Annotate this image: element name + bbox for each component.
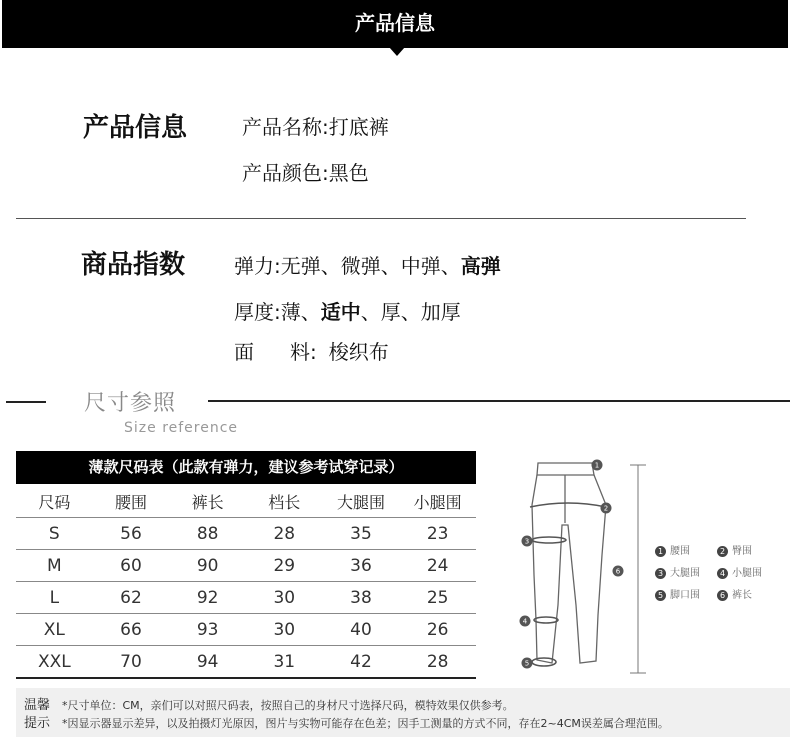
tips-label-line2: 提示 [24, 716, 51, 731]
product-index-heading: 商品指数 [81, 250, 186, 280]
hip-measure-line [530, 503, 606, 507]
table-row [16, 550, 476, 582]
header-pant-length: 裤长 [169, 486, 246, 518]
table-cell: 23 [399, 518, 476, 550]
size-reference-title: 尺寸参照 [84, 391, 177, 416]
legend-item [655, 564, 700, 579]
marker-4-label: 4 [522, 617, 528, 626]
size-table-title: 薄款尺码表（此款有弹力，建议参考试穿记录） [88, 458, 404, 476]
legend-num: 1 [655, 546, 666, 557]
thickness-prefix: 厚度:薄、 [234, 300, 321, 324]
elasticity-line [234, 250, 501, 279]
elasticity-options: 弹力:无弹、微弹、中弹、 [234, 254, 461, 278]
table-cell: 24 [399, 550, 476, 582]
size-table-header-row [16, 486, 476, 518]
table-cell: 42 [323, 646, 400, 679]
pants-waistband [537, 463, 594, 475]
elasticity-selected: 高弹 [460, 254, 501, 278]
header-size: 尺码 [16, 486, 93, 518]
fabric-line [234, 336, 389, 365]
table-cell: 88 [169, 518, 246, 550]
legend-label: 腰围 [670, 546, 690, 557]
fabric-value: 梭织布 [328, 340, 389, 364]
legend-item [717, 586, 752, 601]
table-row [16, 518, 476, 550]
header-waist: 腰围 [93, 486, 170, 518]
header-title: 产品信息 [355, 11, 435, 35]
marker-6-label: 6 [615, 567, 621, 576]
table-cell: 70 [93, 646, 170, 679]
table-cell: 94 [169, 646, 246, 679]
table-cell: 29 [246, 550, 323, 582]
table-cell: 38 [323, 582, 400, 614]
table-cell: XL [16, 614, 93, 646]
table-cell: 26 [399, 614, 476, 646]
table-row [16, 582, 476, 614]
header-calf: 小腿围 [399, 486, 476, 518]
marker-1-label: 1 [594, 461, 600, 470]
fabric-label-b: 料: [290, 340, 317, 364]
tips-line-1: *尺寸单位：CM，亲们可以对照尺码表，按照自己的身材尺寸选择尺码，模特效果仅供参考。 [62, 699, 514, 712]
table-cell: S [16, 518, 93, 550]
legend-num: 4 [717, 568, 728, 579]
pants-measurement-diagram [510, 455, 660, 685]
calf-measure-ellipse [534, 617, 558, 623]
table-cell: 30 [246, 582, 323, 614]
table-cell: 66 [93, 614, 170, 646]
legend-num: 2 [717, 546, 728, 557]
table-cell: 56 [93, 518, 170, 550]
table-cell: 25 [399, 582, 476, 614]
header-thigh: 大腿围 [323, 486, 400, 518]
header-rise: 档长 [246, 486, 323, 518]
thickness-line [234, 296, 461, 325]
table-cell: 28 [399, 646, 476, 679]
fabric-label-a: 面 [234, 340, 254, 364]
header-notch [389, 47, 405, 56]
table-cell: 31 [246, 646, 323, 679]
table-row [16, 614, 476, 646]
table-cell: 62 [93, 582, 170, 614]
table-cell: L [16, 582, 93, 614]
table-cell: 30 [246, 614, 323, 646]
legend-num: 5 [655, 590, 666, 601]
legend-label: 臀围 [732, 546, 752, 557]
table-cell: M [16, 550, 93, 582]
table-cell: 40 [323, 614, 400, 646]
table-cell: 90 [169, 550, 246, 582]
marker-5-label: 5 [524, 659, 530, 668]
table-cell: 28 [246, 518, 323, 550]
legend-num: 6 [717, 590, 728, 601]
tips-line-2: *因显示器显示差异，以及拍摄灯光原因，图片与实物可能存在色差；因手工测量的方式不同，存在2~4CM误差属合理范围。 [62, 717, 669, 730]
marker-3-label: 3 [524, 537, 530, 546]
legend-item [655, 586, 700, 601]
table-cell: 36 [323, 550, 400, 582]
legend-num: 3 [655, 568, 666, 579]
tips-label-line1: 温馨 [24, 698, 51, 713]
section-divider [16, 218, 746, 219]
thickness-selected: 适中 [320, 300, 361, 324]
legend-label: 小腿围 [732, 568, 762, 579]
size-reference-subtitle: Size reference [124, 420, 239, 436]
table-cell: 92 [169, 582, 246, 614]
table-cell: 35 [323, 518, 400, 550]
legend-item [717, 564, 762, 579]
product-name-line: 产品名称:打底裤 [242, 115, 389, 139]
thickness-suffix: 、厚、加厚 [360, 300, 461, 324]
ref-line-right [208, 400, 790, 402]
table-row [16, 646, 476, 679]
product-color-line: 产品颜色:黑色 [242, 161, 369, 185]
marker-2-label: 2 [603, 504, 609, 513]
legend-label: 大腿围 [670, 568, 700, 579]
legend-item [717, 542, 752, 557]
product-info-heading: 产品信息 [83, 113, 188, 143]
table-cell: XXL [16, 646, 93, 679]
table-cell: 93 [169, 614, 246, 646]
legend-label: 裤长 [732, 590, 752, 601]
size-table [16, 486, 476, 679]
table-cell: 60 [93, 550, 170, 582]
legend-label: 脚口围 [670, 590, 700, 601]
ref-line-left [6, 401, 46, 403]
legend-item [655, 542, 690, 557]
